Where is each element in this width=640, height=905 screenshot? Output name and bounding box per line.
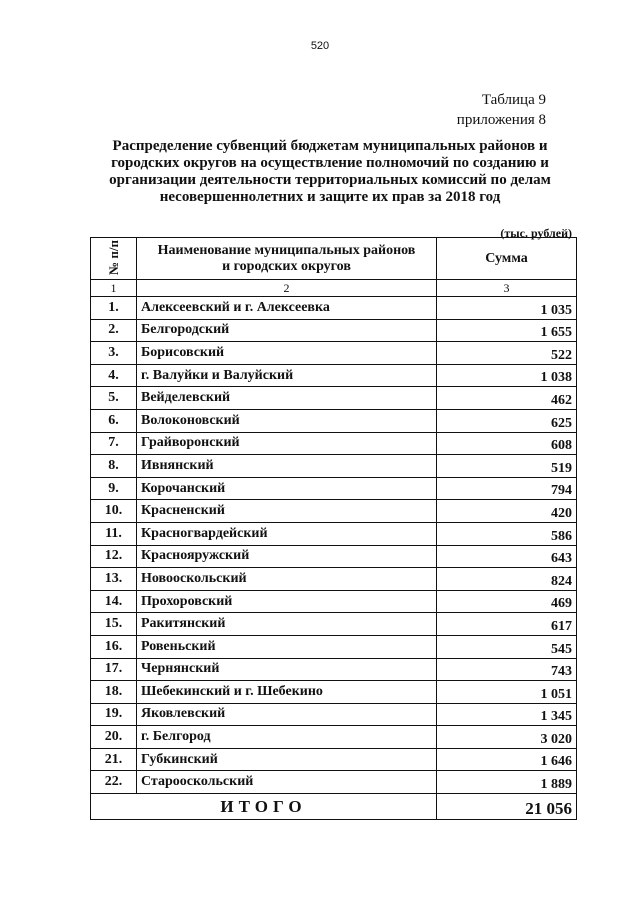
table-row — [91, 568, 577, 591]
table-row — [91, 771, 577, 794]
row-name: Алексеевский и г. Алексеевка — [137, 297, 437, 320]
row-name: Волоконовский — [137, 409, 437, 432]
row-sum: 469 — [437, 590, 577, 613]
row-sum: 586 — [437, 522, 577, 545]
row-sum: 420 — [437, 500, 577, 523]
row-number: 13. — [91, 568, 137, 591]
title-line4: несовершеннолетних и защите их прав за 2018 год — [159, 189, 501, 205]
row-number: 14. — [91, 590, 137, 613]
column-number-row — [91, 280, 577, 297]
row-name: Борисовский — [137, 342, 437, 365]
total-sum: 21 056 — [437, 794, 577, 820]
table-row — [91, 455, 577, 478]
row-sum: 545 — [437, 635, 577, 658]
row-number: 20. — [91, 726, 137, 749]
row-name: Красногвардейский — [137, 522, 437, 545]
row-name: г. Валуйки и Валуйский — [137, 364, 437, 387]
header-row — [91, 238, 577, 280]
row-number: 4. — [91, 364, 137, 387]
header-num: № п/п — [91, 238, 137, 280]
row-name: Вейделевский — [137, 387, 437, 410]
table-row — [91, 522, 577, 545]
column-number: 2 — [137, 280, 437, 297]
row-number: 11. — [91, 522, 137, 545]
total-label: ИТОГО — [91, 794, 437, 820]
row-sum: 522 — [437, 342, 577, 365]
row-name: г. Белгород — [137, 726, 437, 749]
row-sum: 1 655 — [437, 319, 577, 342]
row-sum: 1 038 — [437, 364, 577, 387]
row-sum: 743 — [437, 658, 577, 681]
row-sum: 794 — [437, 477, 577, 500]
row-name: Чернянский — [137, 658, 437, 681]
row-number: 6. — [91, 409, 137, 432]
row-number: 7. — [91, 432, 137, 455]
row-number: 1. — [91, 297, 137, 320]
table-row — [91, 319, 577, 342]
row-sum: 617 — [437, 613, 577, 636]
row-name: Ровеньский — [137, 635, 437, 658]
row-number: 10. — [91, 500, 137, 523]
row-sum: 1 051 — [437, 681, 577, 704]
row-name: Ивнянский — [137, 455, 437, 478]
title-line2: городских округов на осуществление полномочий по созданию и — [111, 155, 549, 171]
table-ref-line2: приложения 8 — [456, 112, 546, 128]
header-name — [137, 238, 437, 280]
row-number: 8. — [91, 455, 137, 478]
header-name-line2: и городских округов — [222, 258, 351, 274]
table-row — [91, 342, 577, 365]
subvention-table — [90, 237, 577, 820]
row-sum: 824 — [437, 568, 577, 591]
row-sum: 625 — [437, 409, 577, 432]
row-name: Старооскольский — [137, 771, 437, 794]
table-row — [91, 297, 577, 320]
row-name: Краснояружский — [137, 545, 437, 568]
row-name: Красненский — [137, 500, 437, 523]
header-name-line1: Наименование муниципальных районов — [157, 242, 416, 258]
row-name: Яковлевский — [137, 703, 437, 726]
row-sum: 519 — [437, 455, 577, 478]
row-name: Грайворонский — [137, 432, 437, 455]
table-row — [91, 364, 577, 387]
row-number: 9. — [91, 477, 137, 500]
table-reference — [457, 90, 546, 130]
row-number: 2. — [91, 319, 137, 342]
table-row — [91, 748, 577, 771]
row-number: 17. — [91, 658, 137, 681]
row-number: 18. — [91, 681, 137, 704]
total-row — [91, 794, 577, 820]
row-number: 12. — [91, 545, 137, 568]
row-sum: 608 — [437, 432, 577, 455]
table-row — [91, 545, 577, 568]
table-row — [91, 500, 577, 523]
table-row — [91, 432, 577, 455]
row-number: 15. — [91, 613, 137, 636]
column-number: 1 — [91, 280, 137, 297]
units-label: (тыс. рублей) — [500, 226, 572, 240]
table-row — [91, 613, 577, 636]
table-row — [91, 703, 577, 726]
row-number: 5. — [91, 387, 137, 410]
row-sum: 643 — [437, 545, 577, 568]
table-row — [91, 681, 577, 704]
row-name: Ракитянский — [137, 613, 437, 636]
title-line1: Распределение субвенций бюджетам муниципальных районов и — [112, 138, 548, 154]
title-line3: организации деятельности территориальных комиссий по делам — [109, 172, 551, 188]
row-name: Корочанский — [137, 477, 437, 500]
table-row — [91, 409, 577, 432]
row-number: 21. — [91, 748, 137, 771]
row-sum: 1 646 — [437, 748, 577, 771]
row-sum: 1 889 — [437, 771, 577, 794]
table-row — [91, 726, 577, 749]
row-name: Шебекинский и г. Шебекино — [137, 681, 437, 704]
row-number: 3. — [91, 342, 137, 365]
row-name: Белгородский — [137, 319, 437, 342]
header-sum: Сумма — [437, 238, 577, 280]
table-row — [91, 590, 577, 613]
row-sum: 1 035 — [437, 297, 577, 320]
row-sum: 1 345 — [437, 703, 577, 726]
table-row — [91, 658, 577, 681]
row-sum: 462 — [437, 387, 577, 410]
row-number: 19. — [91, 703, 137, 726]
row-name: Новооскольский — [137, 568, 437, 591]
row-number: 22. — [91, 771, 137, 794]
table-body — [91, 297, 577, 794]
table-row — [91, 635, 577, 658]
table-ref-line1: Таблица 9 — [481, 92, 546, 108]
row-number: 16. — [91, 635, 137, 658]
table-row — [91, 387, 577, 410]
row-name: Губкинский — [137, 748, 437, 771]
page-number: 520 — [310, 40, 330, 52]
document-title — [100, 138, 560, 206]
column-number: 3 — [437, 280, 577, 297]
row-sum: 3 020 — [437, 726, 577, 749]
row-name: Прохоровский — [137, 590, 437, 613]
table-row — [91, 477, 577, 500]
